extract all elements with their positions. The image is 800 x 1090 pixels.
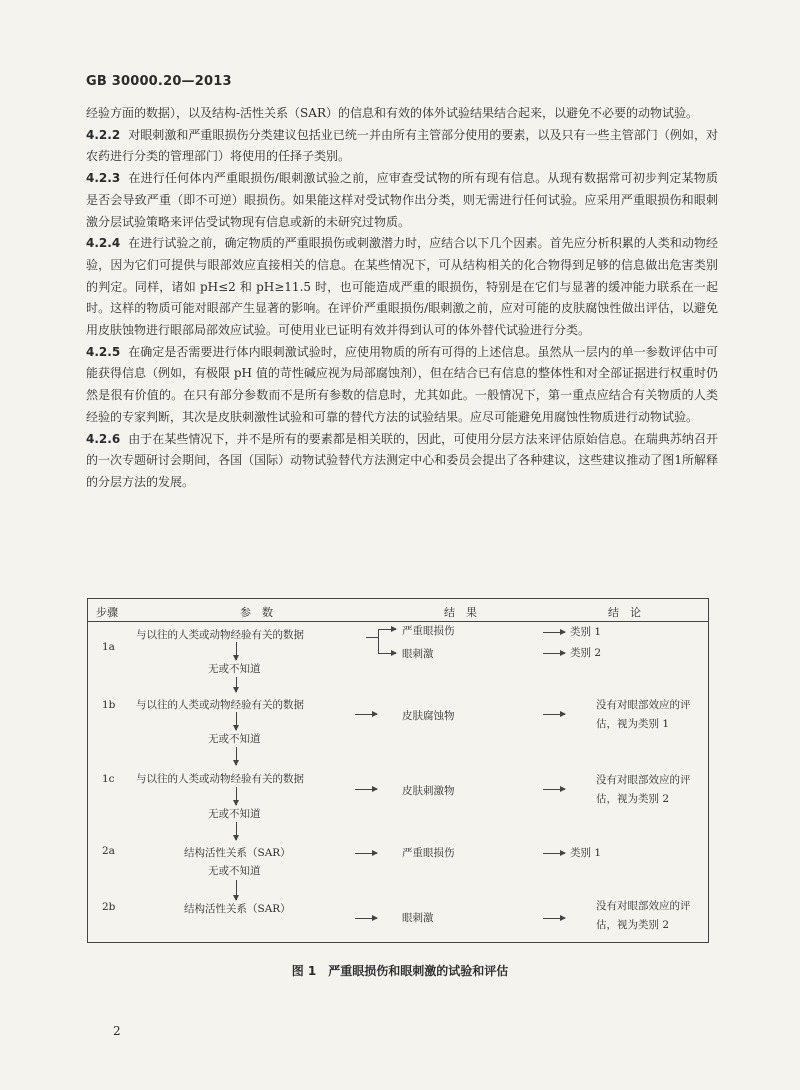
step-label: 1b xyxy=(102,699,116,711)
conclusion-text: 类别 1 xyxy=(570,847,602,859)
parameter-text: 结构活性关系（SAR） xyxy=(184,847,291,859)
body-text xyxy=(86,103,718,494)
arrow-right-icon xyxy=(543,918,565,919)
parameter-text: 与以往的人类或动物经验有关的数据 xyxy=(136,629,304,641)
arrow-down-icon xyxy=(236,787,237,805)
result-text: 严重眼损伤 xyxy=(402,847,455,859)
tiered-testing-flowchart xyxy=(87,598,709,943)
header-step: 步骤 xyxy=(96,606,118,619)
result-text: 皮肤刺激物 xyxy=(402,785,455,797)
clause-4-2-5 xyxy=(86,342,718,429)
clause-text: 在进行任何体内严重眼损伤/眼刺激试验之前，应审查受试物的所有现有信息。从现有数据常可初步判定某物质是否会导致严重（即不可逆）眼损伤。如果能这样对受试物作出分类，则无需进行任何试验。应采用严重眼损伤和眼刺激分层试验策略来评估受试物现有信息或新的未研究过物质。 xyxy=(86,171,718,229)
unknown-label: 无或不知道 xyxy=(208,733,261,745)
branch-stem xyxy=(366,637,378,638)
step-label: 1a xyxy=(102,641,115,653)
clause-text: 在进行试验之前，确定物质的严重眼损伤或刺激潜力时，应结合以下几个因素。首先应分析积累的人类和动物经验，因为它们可提供与眼部效应直接相关的信息。在某些情况下，可从结构相关的化合物得到足够的信息做出危害类别的判定。同样，诸如 pH≤2 和 pH≥11.5 时，也可能造成严重的眼损伤，特别是在它们与显著的缓冲能力联系在一起时。这样的物质可能对眼部产生显著的影响。在评价严重眼损伤/眼刺激之前，应对可能的皮肤腐蚀性做出评估，以避免用皮肤蚀物进行眼部局部效应试验。可使用业已证明有效并得到认可的体外替代试验进行分类。 xyxy=(86,236,718,338)
clause-text: 对眼刺激和严重眼损伤分类建议包括业已统一并由所有主管部分使用的要素，以及只有一些主管部门（例如，对农药进行分类的管理部门）将使用的任择子类别。 xyxy=(86,127,718,164)
arrow-right-icon xyxy=(355,714,377,715)
arrow-right-icon xyxy=(378,653,396,654)
clause-4-2-2 xyxy=(86,125,718,168)
header-parameter: 参 数 xyxy=(240,606,273,619)
clause-text: 在确定是否需要进行体内眼刺激试验时，应使用物质的所有可得的上述信息。虽然从一层内的单一参数评估中可能获得信息（例如，有极限 pH 值的苛性碱应视为局部腐蚀剂），但在结合已有信息的整体性和对全部证据进行权重时仍然是很有价值的。在只有部分参数而不是所有参数的信息时，尤其如此。一般情况下，第一重点应结合有关物质的人类经验的专家判断，其次是皮肤刺激性试验和可靠的替代方法的试验结果。应尽可能避免用腐蚀性物质进行动物试验。 xyxy=(86,344,718,424)
unknown-label: 无或不知道 xyxy=(208,663,261,675)
figure-caption: 图 1 严重眼损伤和眼刺激的试验和评估 xyxy=(291,964,509,978)
clause-number: 4.2.3 xyxy=(86,171,121,186)
arrow-right-icon xyxy=(355,853,377,854)
conclusion-text: 类别 1 xyxy=(570,626,602,638)
arrow-down-icon xyxy=(236,880,237,900)
clause-text: 由于在某些情况下，并不是所有的要素都是相关联的，因此，可使用分层方法来评估原始信息。在瑞典苏纳召开的一次专题研讨会期间，各国（国际）动物试验替代方法测定中心和委员会提出了各种建议，这些建议推动了图1所解释的分层方法的发展。 xyxy=(86,431,718,489)
arrow-right-icon xyxy=(543,653,565,654)
unknown-label: 无或不知道 xyxy=(208,808,261,820)
arrow-down-icon xyxy=(236,677,237,692)
parameter-text: 与以往的人类或动物经验有关的数据 xyxy=(136,773,304,785)
result-text: 眼刺激 xyxy=(402,912,434,924)
clause-number: 4.2.5 xyxy=(86,344,121,359)
arrow-down-icon xyxy=(236,642,237,660)
branch-bar xyxy=(378,629,379,653)
step-label: 2a xyxy=(102,845,115,857)
step-label: 2b xyxy=(102,901,116,913)
arrow-down-icon xyxy=(236,822,237,840)
parameter-text: 结构活性关系（SAR） xyxy=(184,903,291,915)
page-number: 2 xyxy=(113,1024,121,1038)
conclusion-text: 没有对眼部效应的评估，视为类别 1 xyxy=(596,699,691,730)
arrow-down-icon xyxy=(236,747,237,765)
conclusion-text: 类别 2 xyxy=(570,647,602,659)
unknown-label: 无或不知道 xyxy=(208,865,261,877)
step-label: 1c xyxy=(102,773,115,785)
clause-number: 4.2.6 xyxy=(86,431,121,446)
result-text: 皮肤腐蚀物 xyxy=(402,710,455,722)
header-divider xyxy=(88,621,708,622)
arrow-right-icon xyxy=(355,918,377,919)
result-text: 严重眼损伤 xyxy=(402,625,455,637)
parameter-text: 与以往的人类或动物经验有关的数据 xyxy=(136,699,304,711)
document-code: GB 30000.20—2013 xyxy=(86,74,232,89)
clause-4-2-3 xyxy=(86,168,718,233)
arrow-right-icon xyxy=(543,714,565,715)
clause-4-2-6 xyxy=(86,429,718,494)
clause-4-2-4 xyxy=(86,233,718,342)
arrow-right-icon xyxy=(543,853,565,854)
arrow-right-icon xyxy=(543,789,565,790)
arrow-down-icon xyxy=(236,712,237,730)
conclusion-text: 没有对眼部效应的评估，视为类别 2 xyxy=(596,774,691,805)
paragraph-continuation: 经验方面的数据），以及结构-活性关系（SAR）的信息和有效的体外试验结果结合起来，以避免不必要的动物试验。 xyxy=(86,106,698,120)
clause-number: 4.2.4 xyxy=(86,236,121,251)
header-conclusion: 结 论 xyxy=(608,606,641,619)
arrow-right-icon xyxy=(543,632,565,633)
clause-number: 4.2.2 xyxy=(86,127,121,142)
result-text: 眼刺激 xyxy=(402,648,434,660)
arrow-right-icon xyxy=(378,629,396,630)
conclusion-text: 没有对眼部效应的评估，视为类别 2 xyxy=(596,900,691,931)
arrow-right-icon xyxy=(355,789,377,790)
header-result: 结 果 xyxy=(444,606,477,619)
